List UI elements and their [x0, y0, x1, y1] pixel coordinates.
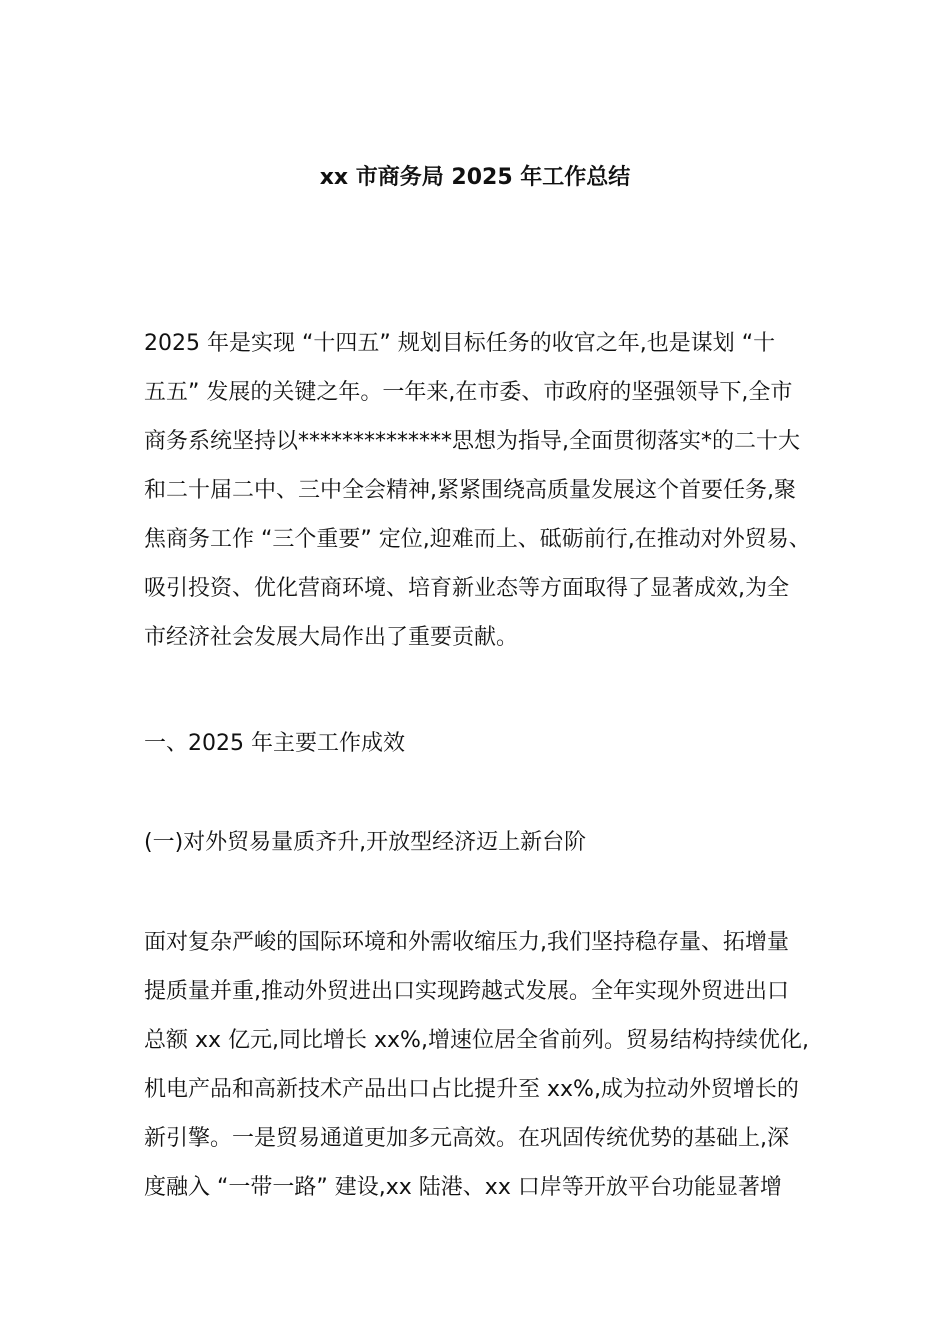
- trade-line: 总额 xx 亿元,同比增长 xx%,增速位居全省前列。贸易结构持续优化,: [144, 1028, 809, 1053]
- trade-line: 度融入 “一带一路” 建设,xx 陆港、xx 口岸等开放平台功能显著增: [144, 1175, 782, 1200]
- section-heading-text: 一、2025 年主要工作成效: [144, 731, 405, 756]
- intro-line: 五五” 发展的关键之年。一年来,在市委、市政府的坚强领导下,全市: [144, 380, 793, 405]
- intro-line: 2025 年是实现 “十四五” 规划目标任务的收官之年,也是谋划 “十: [144, 331, 776, 356]
- document-title: xx 市商务局 2025 年工作总结: [319, 165, 631, 190]
- intro-paragraph: [144, 319, 824, 662]
- trade-paragraph: [144, 918, 824, 1212]
- subsection-heading-text: (一)对外贸易量质齐升,开放型经济迈上新台阶: [144, 830, 587, 855]
- subsection-heading: [144, 823, 824, 863]
- intro-line: 吸引投资、优化营商环境、培育新业态等方面取得了显著成效,为全: [144, 576, 789, 601]
- intro-line: 焦商务工作 “三个重要” 定位,迎难而上、砥砺前行,在推动对外贸易、: [144, 527, 811, 552]
- trade-line: 面对复杂严峻的国际环境和外需收缩压力,我们坚持稳存量、拓增量: [144, 930, 789, 955]
- trade-line: 新引擎。一是贸易通道更加多元高效。在巩固传统优势的基础上,深: [144, 1126, 789, 1151]
- intro-line: 市经济社会发展大局作出了重要贡献。: [144, 625, 519, 650]
- section-heading: [144, 724, 824, 764]
- trade-line: 机电产品和高新技术产品出口占比提升至 xx%,成为拉动外贸增长的: [144, 1077, 799, 1102]
- intro-line: 商务系统坚持以**************思想为指导,全面贯彻落实*的二十大: [144, 429, 800, 454]
- trade-line: 提质量并重,推动外贸进出口实现跨越式发展。全年实现外贸进出口: [144, 979, 789, 1004]
- intro-line: 和二十届二中、三中全会精神,紧紧围绕高质量发展这个首要任务,聚: [144, 478, 796, 503]
